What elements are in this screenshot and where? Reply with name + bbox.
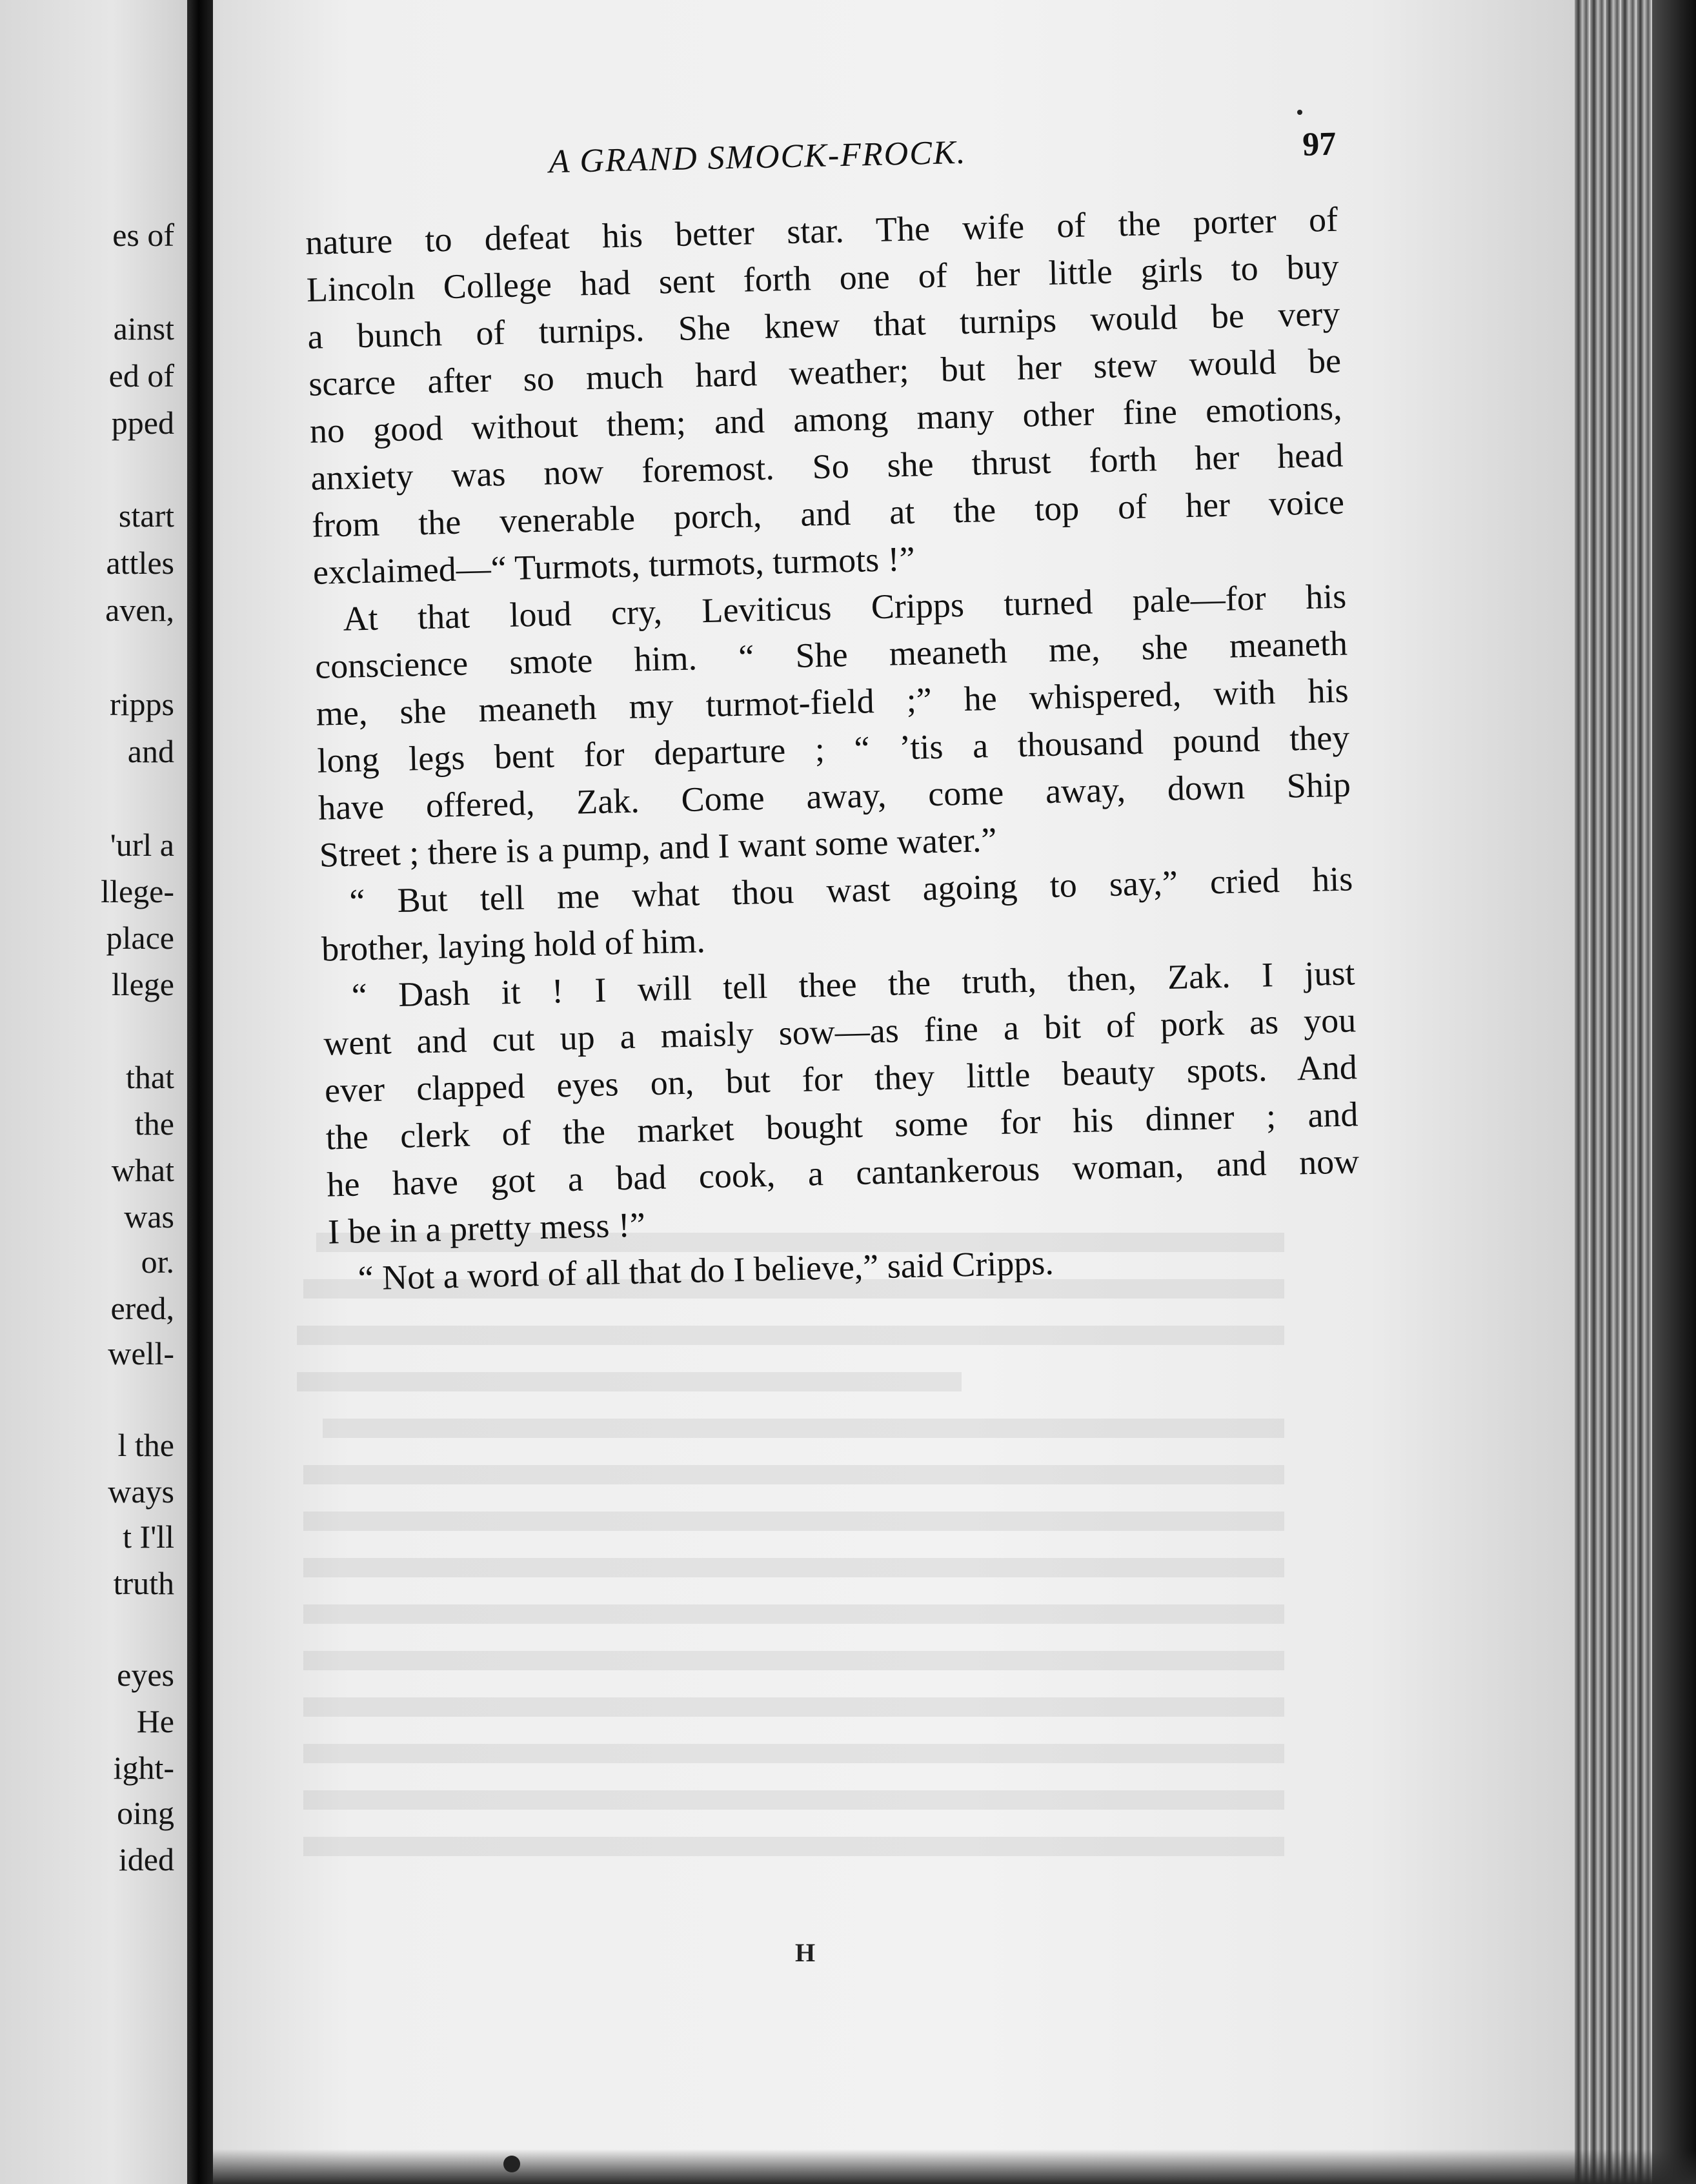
text-line: he have got a bad cook, a cantankerous woman, and now xyxy=(326,1142,1360,1204)
left-page-line: that xyxy=(126,1059,174,1095)
signature-mark: H xyxy=(795,1938,816,1967)
text-line: went and cut up a maisly sow—as fine a bit of pork as you xyxy=(323,1000,1357,1063)
left-page-line: l the xyxy=(117,1427,174,1463)
left-page-line: ainst xyxy=(113,310,174,347)
dust-speck xyxy=(503,2156,520,2172)
text-line: conscience smote him. “ She meaneth me, she meaneth xyxy=(314,623,1348,686)
text-line: Lincoln College had sent forth one of her little girls to buy xyxy=(306,247,1340,309)
left-page-line: ered, xyxy=(110,1290,174,1326)
text-line: anxiety was now foremost. So she thrust forth her head xyxy=(310,435,1344,498)
text-line: nature to defeat his better star. The wife of the porter of xyxy=(305,199,1338,262)
left-page-line: attles xyxy=(106,545,174,581)
dust-speck xyxy=(1297,110,1302,115)
left-page-line: ripps xyxy=(110,686,174,722)
left-page-line: 'url a xyxy=(110,827,174,863)
text-line: have offered, Zak. Come away, come away, down Ship xyxy=(318,765,1351,827)
left-page-line: or. xyxy=(141,1244,174,1280)
left-page-line: ight- xyxy=(113,1750,174,1786)
left-page-line: llege- xyxy=(101,873,174,909)
text-line: “ But tell me what thou wast agoing to say,” cried his xyxy=(348,859,1353,921)
text-line: ever clapped eyes on, but for they little beauty spots. And xyxy=(324,1047,1358,1110)
show-through-texture xyxy=(278,1226,1310,1936)
left-page-line: ided xyxy=(118,1841,174,1877)
left-page-line: well- xyxy=(108,1335,174,1371)
text-line: me, she meaneth my turmot-field ;” he whispered, with his xyxy=(316,671,1349,733)
left-page-fragment xyxy=(0,0,187,2184)
running-title: A GRAND SMOCK-FROCK. xyxy=(548,134,967,181)
text-line: from the venerable porch, and at the top of her voice xyxy=(311,482,1345,545)
text-line: the clerk of the market bought some for his dinner ; and xyxy=(325,1095,1359,1157)
left-page-line: t I'll xyxy=(123,1519,174,1555)
text-line: no good without them; and among many other fine emotions, xyxy=(309,388,1343,450)
left-page-line: ed of xyxy=(108,358,174,394)
left-page-line: was xyxy=(124,1198,174,1235)
page-number: 97 xyxy=(1302,125,1337,163)
left-page-line: the xyxy=(134,1106,174,1142)
page-bottom-shadow xyxy=(213,2149,1696,2184)
text-line: a bunch of turnips. She knew that turnips would be very xyxy=(307,294,1340,356)
page-edge-shadow xyxy=(1652,0,1696,2184)
left-page-line: and xyxy=(127,733,174,769)
text-line: Street ; there is a pump, and I want some water.” xyxy=(319,820,997,875)
book-gutter xyxy=(187,0,213,2184)
text-line: “ Dash it ! I will tell thee the truth, then, Zak. I just xyxy=(351,953,1356,1015)
left-page-line: place xyxy=(106,920,174,956)
text-line: scarce after so much hard weather; but her stew would be xyxy=(308,341,1342,403)
page-text-block xyxy=(303,125,1362,1303)
left-page-line: aven, xyxy=(105,592,174,628)
left-page-line: llege xyxy=(111,966,174,1002)
left-page-line: what xyxy=(111,1152,174,1188)
left-page-line: pped xyxy=(111,405,174,441)
text-line: exclaimed—“ Turmots, turmots, turmots !” xyxy=(312,539,916,592)
left-page-line: truth xyxy=(113,1565,174,1601)
left-page-line: eyes xyxy=(117,1657,174,1693)
left-page-line: He xyxy=(136,1703,174,1739)
left-page-line: oing xyxy=(117,1795,174,1831)
left-page-line: ways xyxy=(108,1473,174,1510)
text-line: “ Not a word of all that do I believe,” said Cripps. xyxy=(358,1243,1055,1298)
text-line: I be in a pretty mess !” xyxy=(327,1205,646,1251)
text-line: brother, laying hold of him. xyxy=(321,921,706,969)
text-line: long legs bent for departure ; “ ’tis a thousand pound they xyxy=(316,718,1350,780)
text-line: At that loud cry, Leviticus Cripps turned pale—for his xyxy=(342,576,1347,638)
left-page-line: es of xyxy=(112,217,174,253)
left-page-line: start xyxy=(118,498,174,534)
